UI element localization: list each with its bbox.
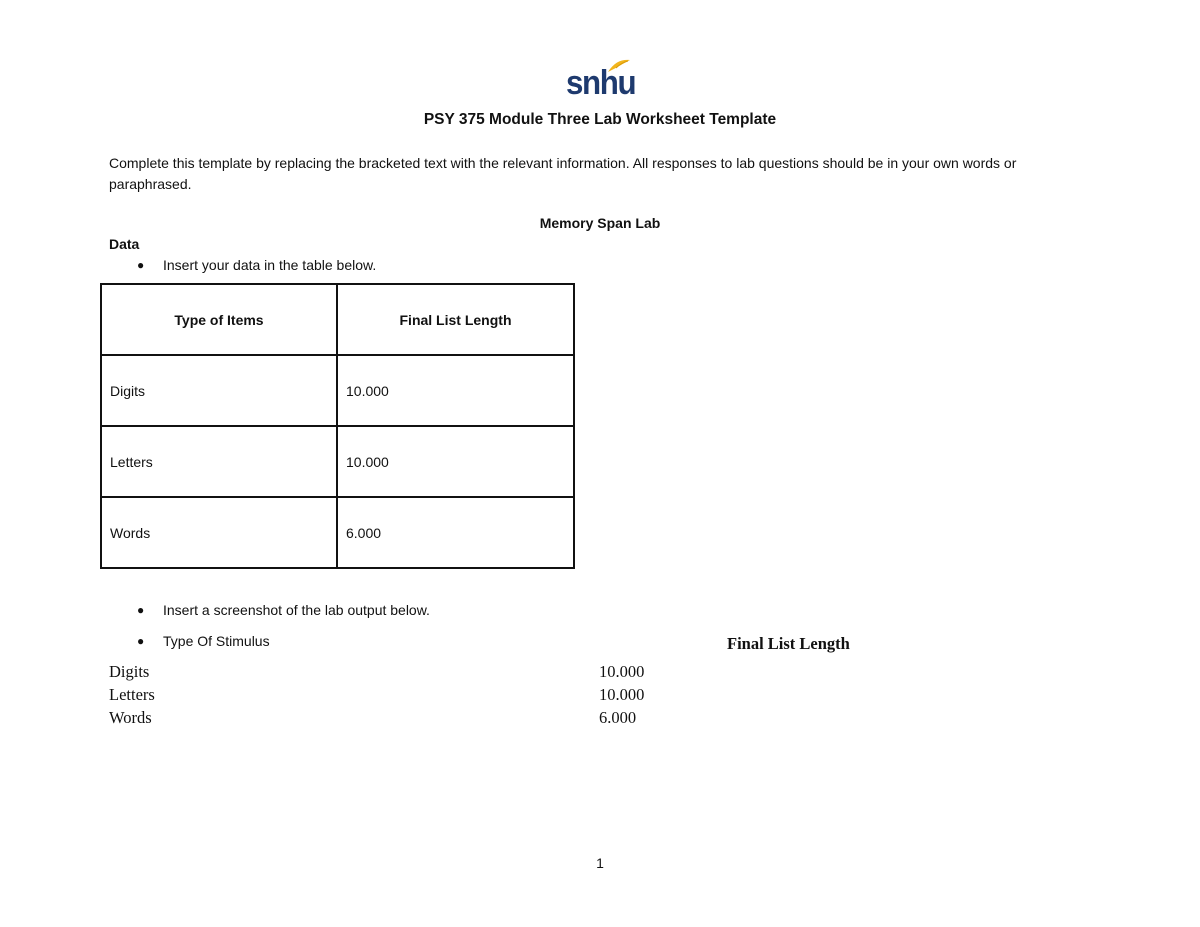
- output-value: 10.000: [599, 662, 645, 681]
- bullet-icon: ●: [137, 258, 145, 272]
- table-header-row: [101, 284, 574, 355]
- instructions-paragraph: Complete this template by replacing the bracketed text with the relevant information. All responses to lab questions should be in your own words or paraphrased.: [109, 155, 1017, 192]
- table-cell: 10.000: [337, 426, 574, 497]
- output-label: Letters: [109, 685, 155, 704]
- table-cell: 6.000: [337, 497, 574, 568]
- lab-title: Memory Span Lab: [539, 215, 661, 231]
- page-number: 1: [596, 855, 604, 871]
- table-row: [101, 497, 574, 568]
- output-value: 6.000: [599, 708, 637, 727]
- table-cell: Words: [101, 497, 337, 568]
- logo-text: snhu: [566, 64, 636, 102]
- table-row: [101, 355, 574, 426]
- table-cell: Digits: [101, 355, 337, 426]
- bullet-icon: ●: [137, 603, 145, 617]
- output-label: Digits: [109, 662, 150, 681]
- column-header: Type of Items: [101, 284, 337, 355]
- section-heading-data: Data: [109, 236, 140, 252]
- data-table: [100, 283, 575, 569]
- output-value: 10.000: [599, 685, 645, 704]
- snhu-logo: [560, 56, 640, 104]
- bullet-icon: ●: [137, 634, 145, 648]
- table-cell: 10.000: [337, 355, 574, 426]
- output-label: Words: [109, 708, 152, 727]
- page-title: PSY 375 Module Three Lab Worksheet Template: [423, 111, 777, 128]
- output-column-header: Final List Length: [727, 634, 850, 653]
- table-row: [101, 426, 574, 497]
- table-cell: Letters: [101, 426, 337, 497]
- column-header: Final List Length: [337, 284, 574, 355]
